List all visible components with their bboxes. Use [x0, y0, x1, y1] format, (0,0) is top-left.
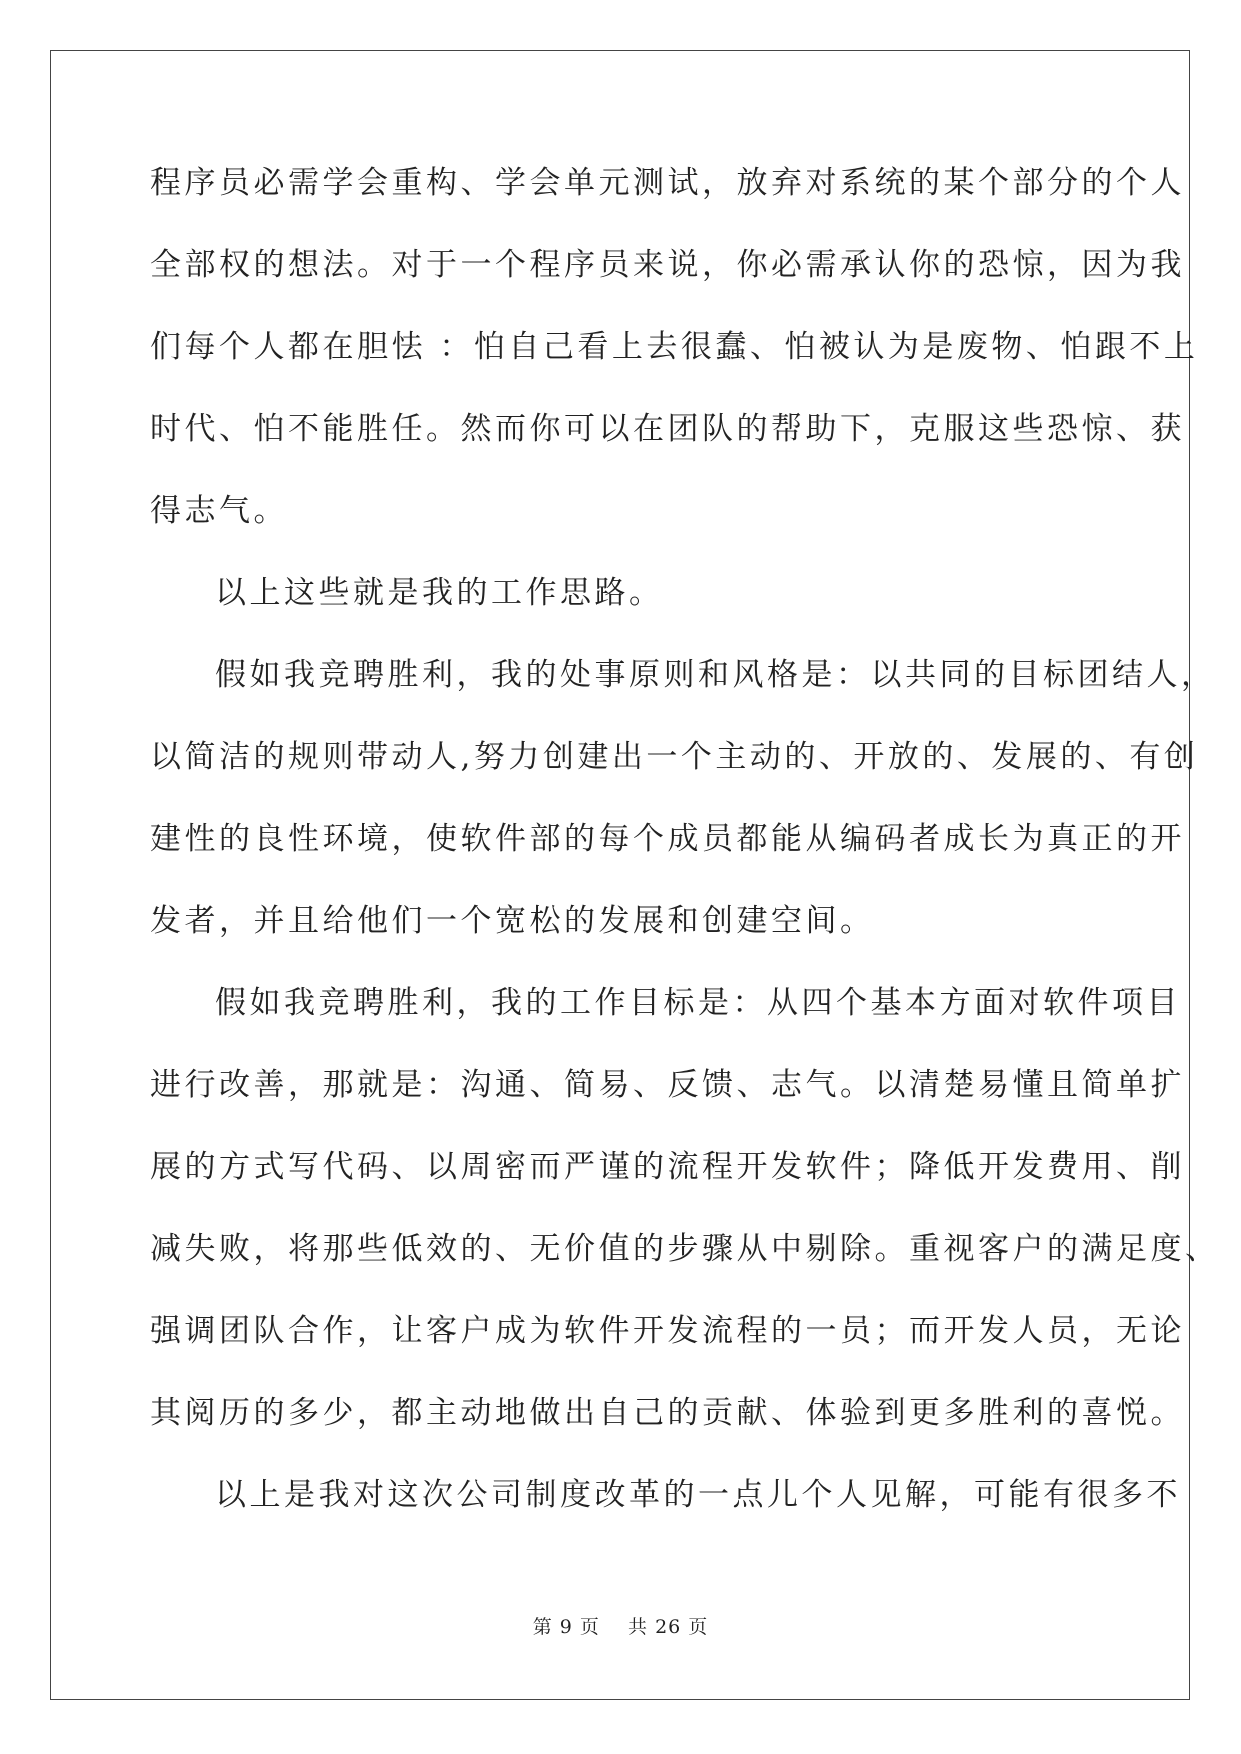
text-line: 全部权的想法。对于一个程序员来说，你必需承认你的恐惊，因为我	[150, 247, 1185, 283]
text-line: 展的方式写代码、以周密而严谨的流程开发软件；降低开发费用、削	[150, 1149, 1185, 1185]
text-line: 发者，并且给他们一个宽松的发展和创建空间。	[150, 903, 875, 939]
text-line: 其阅历的多少，都主动地做出自己的贡献、体验到更多胜利的喜悦。	[150, 1395, 1185, 1431]
text-line: 得志气。	[150, 493, 288, 529]
text-line: 们每个人都在胆怯 ：怕自己看上去很蠢、怕被认为是废物、怕跟不上	[150, 329, 1199, 365]
document-body	[150, 160, 1220, 1554]
page-number: 第 9 页	[532, 1616, 600, 1638]
text-line: 进行改善，那就是：沟通、简易、反馈、志气。以清楚易懂且简单扩	[150, 1067, 1185, 1103]
text-line: 建性的良性环境，使软件部的每个成员都能从编码者成长为真正的开	[150, 821, 1185, 857]
paragraph-first-line: 以上是我对这次公司制度改革的一点儿个人见解，可能有很多不	[215, 1477, 1181, 1513]
paragraph-first-line: 假如我竞聘胜利，我的处事原则和风格是：以共同的目标团结人，	[215, 657, 1216, 693]
page-total: 共 26 页	[628, 1616, 709, 1638]
paragraph-first-line: 假如我竞聘胜利，我的工作目标是：从四个基本方面对软件项目	[215, 985, 1181, 1021]
text-line: 时代、怕不能胜任。然而你可以在团队的帮助下，克服这些恐惊、获	[150, 411, 1185, 447]
text-line: 减失败，将那些低效的、无价值的步骤从中剔除。重视客户的满足度、	[150, 1231, 1220, 1267]
text-line: 程序员必需学会重构、学会单元测试，放弃对系统的某个部分的个人	[150, 165, 1185, 201]
text-line: 以简洁的规则带动人,努力创建出一个主动的、开放的、发展的、有创	[150, 739, 1199, 775]
paragraph-first-line: 以上这些就是我的工作思路。	[215, 575, 664, 611]
text-line: 强调团队合作，让客户成为软件开发流程的一员；而开发人员，无论	[150, 1313, 1185, 1349]
page-footer	[0, 1612, 1241, 1639]
